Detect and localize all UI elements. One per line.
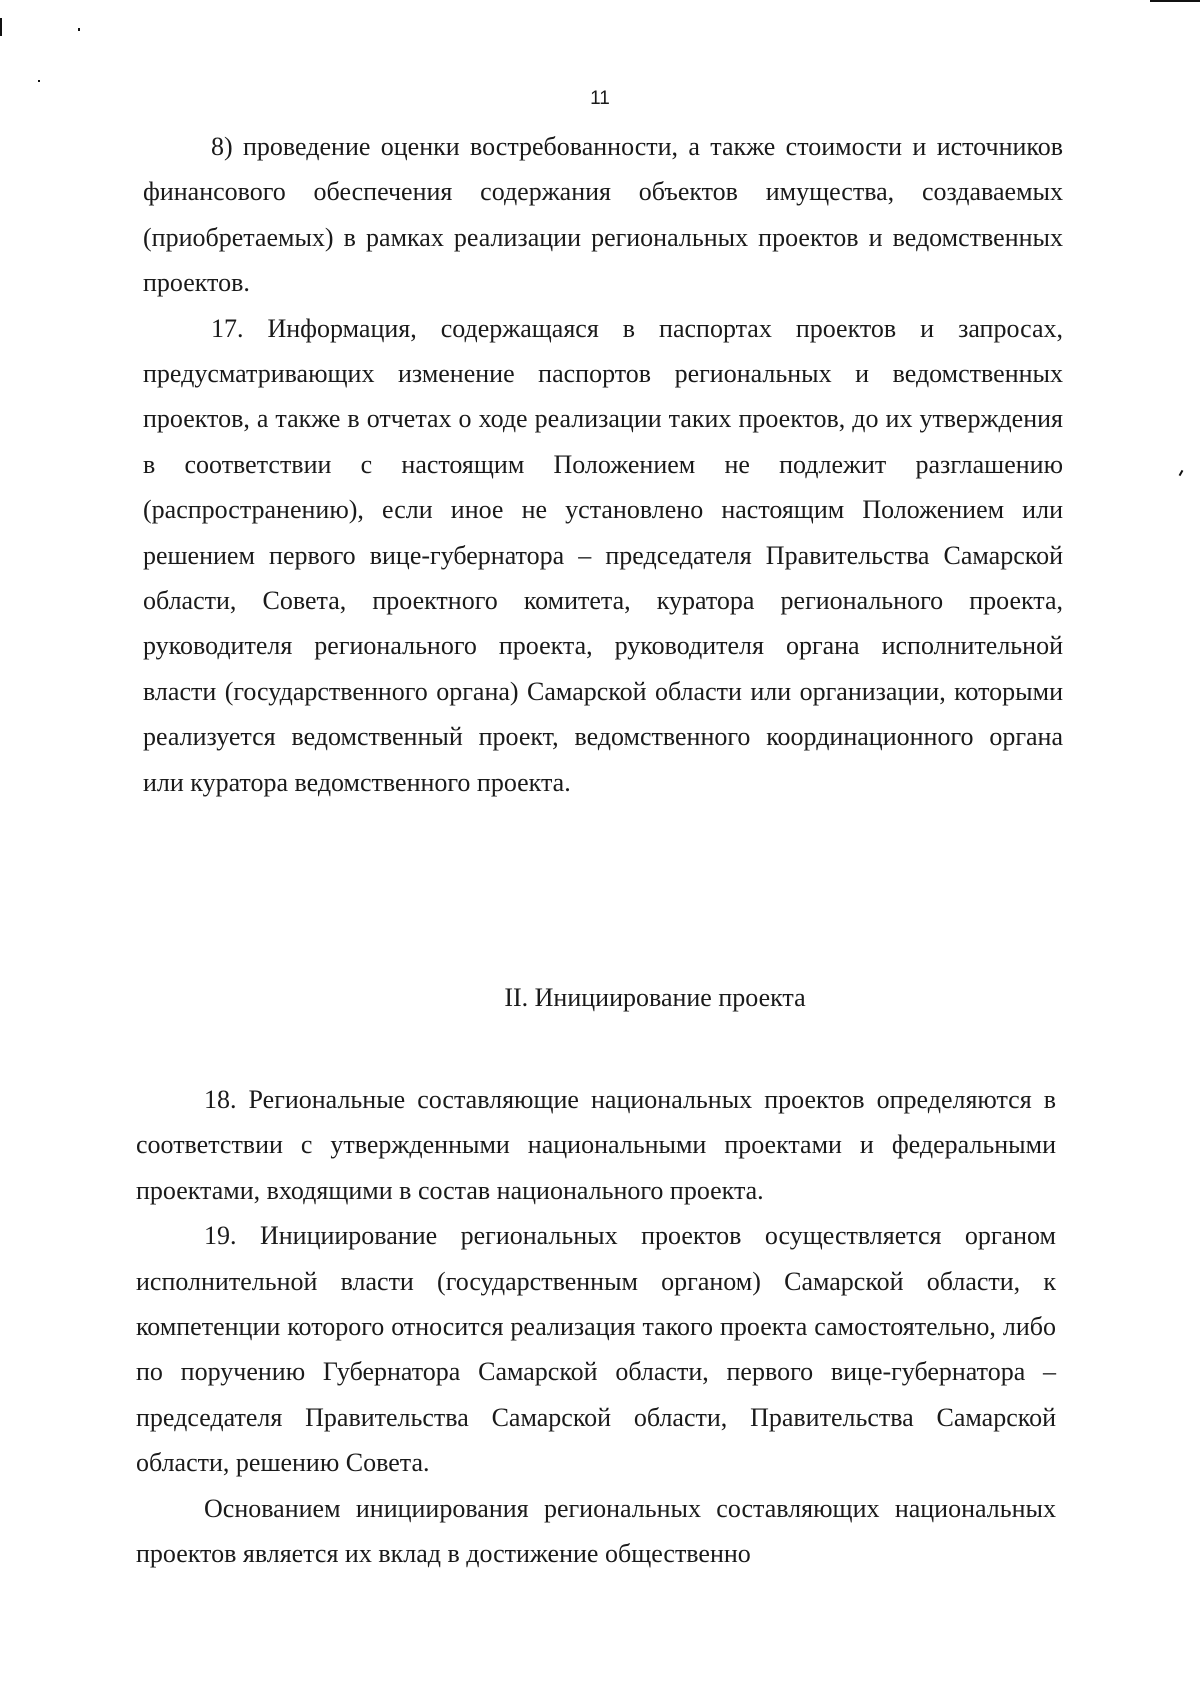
section-heading: II. Инициирование проекта <box>504 983 806 1012</box>
scan-mark <box>78 28 80 31</box>
paragraph-item-17: 17. Информация, содержащаяся в паспортах проектов и запросах, предусматривающих изменение паспортов региональных и ведомственных проектов, а также в отчетах о ходе реализации таких проектов, до их утверждения в соответствии с настоящим Положением не подлежит разглашению (распространению), если иное не установлено настоящим Положением или решением первого вице-губернатора – председателя Правительства Самарской области, Совета, проектного комитета, куратора регионального проекта, руководителя регионального проекта, руководителя органа исполнительной власти (государственного органа) Самарской области или организации, которыми реализуется ведомственный проект, ведомственного координационного органа или куратора ведомственного проекта. <box>143 313 1063 797</box>
paragraph-basis: Основанием инициирования региональных составляющих национальных проектов является их вклад в достижение общественно <box>136 1493 1056 1569</box>
scan-mark <box>1179 470 1184 476</box>
page-number: 11 <box>590 88 610 109</box>
scan-mark <box>38 80 40 82</box>
paragraph-item-8: 8) проведение оценки востребованности, а также стоимости и источников финансового обеспечения содержания объектов имущества, создаваемых (приобретаемых) в рамках реализации региональных проектов и ведомственных проектов. <box>143 132 1063 298</box>
paragraph-item-18: 18. Региональные составляющие национальных проектов определяются в соответствии с утвержденными национальными проектами и федеральными проектами, входящими в состав национального проекта. <box>136 1085 1056 1205</box>
body-text-bottom <box>136 1077 1056 1576</box>
scan-mark <box>0 18 2 36</box>
body-text-top <box>143 124 1063 805</box>
scan-mark <box>1150 0 1200 2</box>
paragraph-item-19: 19. Инициирование региональных проектов осуществляется органом исполнительной власти (государственным органом) Самарской области, к компетенции которого относится реализация такого проекта самостоятельно, либо по поручению Губернатора Самарской области, первого вице-губернатора – председателя Правительства Самарской области, Правительства Самарской области, решению Совета. <box>136 1221 1056 1478</box>
